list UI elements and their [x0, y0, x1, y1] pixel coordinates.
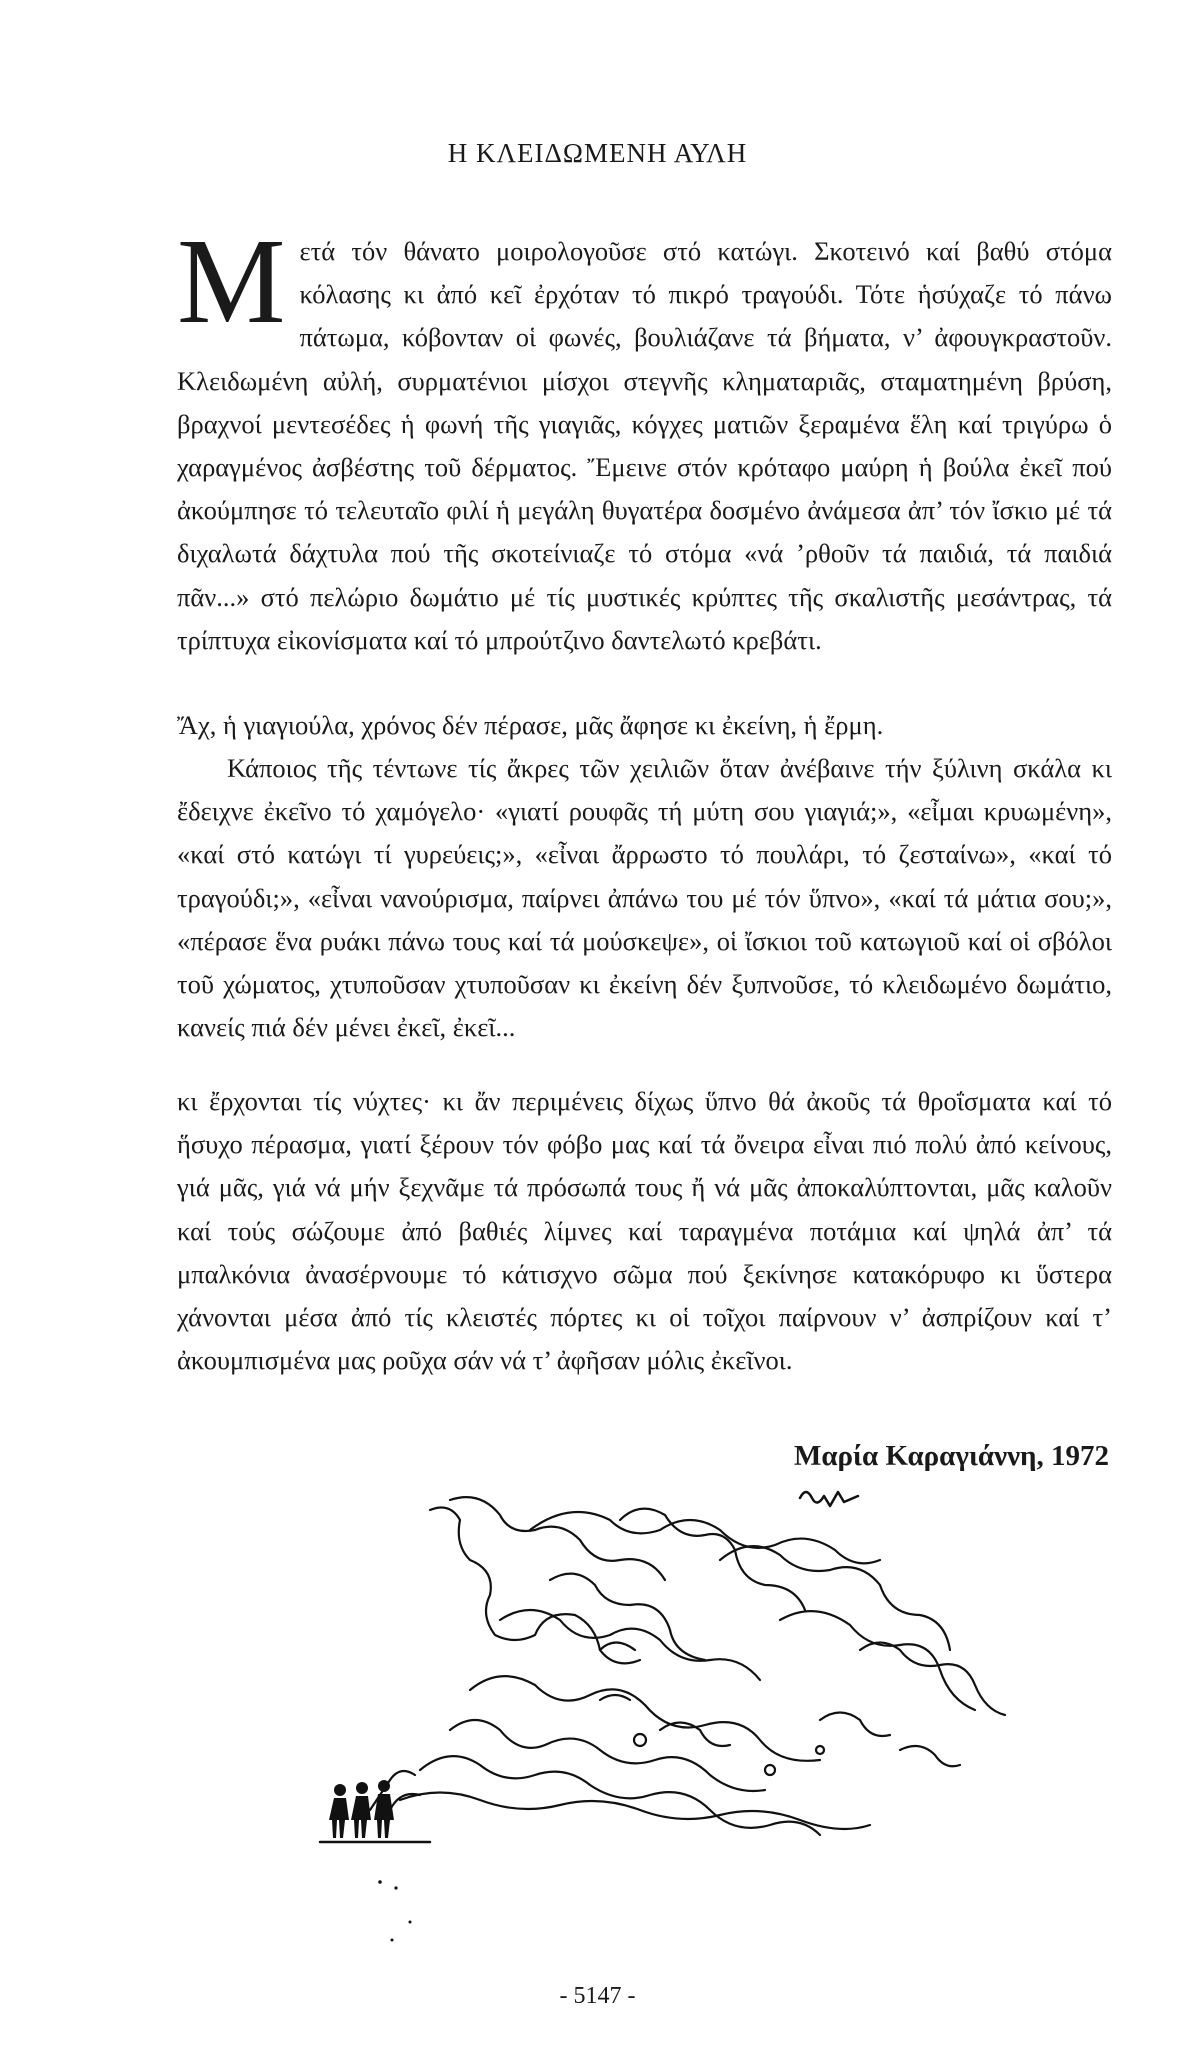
page-number: - 5147 -: [559, 1983, 636, 2009]
drop-cap: Μ: [177, 214, 286, 349]
human-figures-silhouettes: [329, 1780, 394, 1838]
paragraph-1: [177, 214, 1112, 662]
artist-signature-scribble: [800, 1492, 858, 1506]
paragraph-4: κι ἔρχονται τίς νύχτες· κι ἄν περιμένεις δίχως ὕπνο θά ἀκοῦς τά θροΐσματα καί τό ἥσυχο πέρασμα, γιατί ξέρουν τόν φόβο μας καί τά ὄνειρα εἶναι πιό πολύ ἀπό κείνους, γιά μᾶς, γιά νά μήν ξεχνᾶμε τά πρόσωπά τους ἤ νά μᾶς ἀποκαλύπτονται, μᾶς καλοῦν καί τούς σώζουμε ἀπό βαθιές λίμνες καί ταραγμένα ποτάμια καί ψηλά ἀπ’ τά μπαλκόνια ἀνασέρνουμε τό κάτισχνο σῶμα πού ξεκίνησε κατακόρυφο κι ὕστερα χάνονται μέσα ἀπό τίς κλειστές πόρτες κι οἱ τοῖχοι παίρνουν ν’ ἀσπρίζουν καί τ’ ἀκουμπισμένα μας ροῦχα σάν νά τ’ ἀφῆσαν μόλις ἐκεῖνοι.: [177, 1086, 1112, 1376]
paragraph-2: Ἄχ, ἡ γιαγιούλα, χρόνος δέν πέρασε, μᾶς ἄφησε κι ἐκείνη, ἡ ἔρμη.: [177, 710, 884, 740]
branching-landscape-drawing: [370, 1497, 1005, 1835]
ink-drawing-illustration: [300, 1470, 1130, 1970]
author-signature: Μαρία Καραγιάννη, 1972: [793, 1440, 1109, 1472]
paragraph-3: Κάποιος τῆς τέντωνε τίς ἄκρες τῶν χειλιῶν ὅταν ἀνέβαινε τήν ξύλινη σκάλα κι ἔδειχνε ἐκεῖνο τό χαμόγελο· «γιατί ρουφᾶς τή μύτη σου γιαγιά;», «εἶμαι κρυωμένη», «καί στό κατώγι τί γυρεύεις;», «εἶναι ἄρρωστο τό πουλάρι, τό ζεσταίνω», «καί τό τραγούδι;», «εἶναι νανούρισμα, παίρνει ἀπάνω του μέ τόν ὕπνο», «καί τά μάτια σου;», «πέρασε ἕνα ρυάκι πάνω τους καί τά μούσκεψε», οἱ ἴσκιοι τοῦ κατωγιοῦ καί οἱ σβόλοι τοῦ χώματος, χτυποῦσαν χτυποῦσαν κι ἐκείνη δέν ξυπνοῦσε, τό κλειδωμένο δωμάτιο, κανείς πιά δέν μένει ἐκεῖ, ἐκεῖ...: [177, 753, 1112, 1043]
page-title: Η ΚΛΕΙΔΩΜΕΝΗ ΑΥΛΗ: [447, 138, 748, 168]
paragraph-1-text: ετά τόν θάνατο μοιρολογοῦσε στό κατώγι. Σκοτεινό καί βαθύ στόμα κόλασης κι ἀπό κεῖ ἐρχόταν τό πικρό τραγούδι. Τότε ἡσύχαζε τό πάνω πάτωμα, κόβονταν οἱ φωνές, βουλιάζανε τά βήματα, ν’ ἀφουγκραστοῦν. Κλειδωμένη αὐλή, συρματένιοι μίσχοι στεγνῆς κληματαριᾶς, σταματημένη βρύση, βραχνοί μεντεσέδες ἡ φωνή τῆς γιαγιᾶς, κόγχες ματιῶν ξεραμένα ἕλη καί τριγύρω ὁ χαραγμένος ἀσβέστης τοῦ δέρματος. Ἔμεινε στόν κρόταφο μαύρη ἡ βούλα ἐκεῖ πού ἀκούμπησε τό τελευταῖο φιλί ἡ μεγάλη θυγατέρα δοσμένο ἀνάμεσα ἀπ’ τόν ἴσκιο μέ τά διχαλωτά δάχτυλα πού τῆς σκοτείνιαζε τό στόμα «νά ’ρθοῦν τά παιδιά, τά παιδιά πᾶν...» στό πελώριο δωμάτιο μέ τίς μυστικές κρύπτες τῆς σκαλιστῆς μεσάντρας, τά τρίπτυχα εἰκονίσματα καί τό μπρούτζινο δαντελωτό κρεβάτι.: [177, 236, 1112, 655]
scattered-dots: [378, 1880, 411, 1941]
